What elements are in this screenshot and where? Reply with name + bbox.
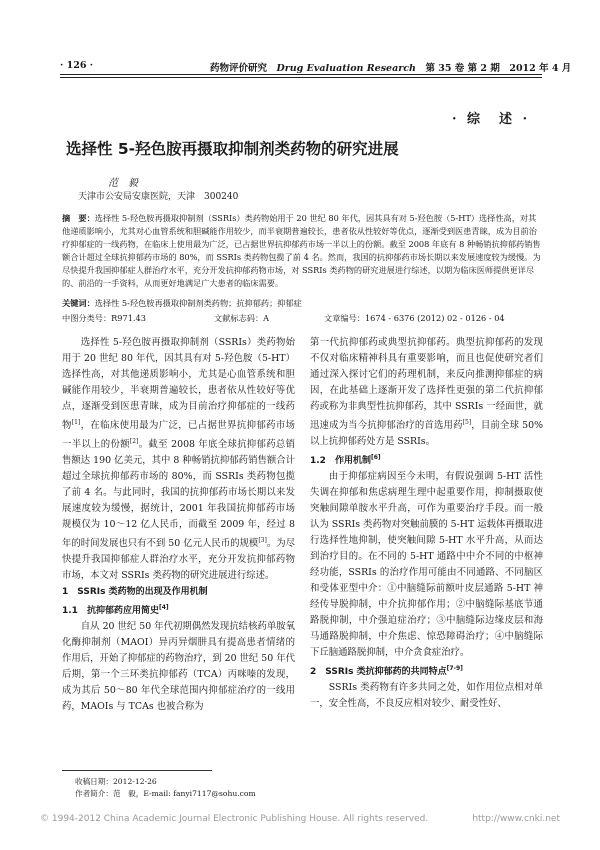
author-bio: 作者简介：范 毅，E-mail: fanyi7117@sohu.com [75, 789, 256, 798]
intro-text-d: 。为尽快提升我国抑郁症人群治疗水平，充分开发抗抑郁药物市场，本文对 SSRIs 类药物的研究进展进行综述。 [62, 538, 295, 582]
citation: [4] [158, 604, 169, 612]
heading-text: 1.1 抗抑郁药应用简史 [62, 606, 159, 617]
left-column [62, 335, 295, 715]
keywords [62, 297, 542, 310]
issue-info: 第 35 卷 第 2 期 2012 年 4 月 [425, 63, 572, 74]
paragraph-text-end: ，目前全球 50%以上抗抑郁药处方是 SSRIs。 [310, 420, 543, 448]
citation: [7-9] [446, 665, 463, 673]
paragraph-text: 第一代抗抑郁药或典型抗抑郁药。典型抗抑郁药的发现不仅对临床精神科具有重要影响，而且也促使研究者们通过深入探讨它们的药理机制，来反向推测抑郁症的病因，在此基础上逐渐开发了选择性更强的第二代抗抑郁药或称为非典型性抗抑郁药，其中 SSRIs 一经面世，就迅速成为当今抗抑郁治疗的首选用药 [310, 337, 543, 432]
features-paragraph: SSRIs 类药物有许多共同之处，如作用位点相对单一，安全性高，不良反应相对较少、耐受性好、 [310, 682, 543, 710]
abstract-label: 摘 要： [62, 213, 95, 223]
citation: [2] [129, 438, 139, 446]
intro-paragraph [62, 335, 295, 584]
section-tag: · 综 述 · [452, 112, 531, 127]
abstract-text: 选择性 5-羟色胺再摄取抑制剂（SSRIs）类药物始用于 20 世纪 80 年代，因其具有对 5-羟色胺（5-HT）选择性高，对其他递质影响小，尤其对心血管系统和胆碱能作用较少，而半衰期普遍较长，患者依从性较好等优点，逐渐受到医患青睐，成为目前治疗抑郁症的一线药物，在临床上使用最为广泛，已占据世界抗抑郁药市场一半以上的份额。截至 2008 年底有 8 种畅销抗抑郁药销售额合计超过全球抗抑郁药市场的 80%，而 SSRIs 类药物包揽了前 4 名。然而，我国的抗抑郁药市场长期以来发展速度较为缓慢。为尽快提升我国抑郁症人群治疗水平，充分开发抗抑郁药物市场，对 SSRIs 类药物的研究进展进行综述，以期为临床医师提供更详尽的、前沿的一手资料，从而更好地满足广大患者的临床需要。 [62, 213, 541, 288]
copyright-text: © 1994-2012 China Academic Journal Electronic Publishing House. All rights reserved. [40, 814, 429, 824]
journal-name-cn: 药物评价研究 [210, 63, 268, 74]
abstract [62, 212, 542, 290]
section-heading-2 [310, 661, 543, 680]
journal-title [210, 60, 571, 74]
heading-text: 2 SSRIs 类抗抑郁药的共同特点 [310, 667, 447, 678]
history-paragraph: 自从 20 世纪 50 年代初期偶然发现抗结核药单胺氧化酶抑制剂（MAOI）异丙异烟肼具有提高患者情绪的作用后，开始了抑郁症的药物治疗，到 20 世纪 50 年代后期，第一个三环类抗抑郁药（TCA）丙咪嗪的发现，成为其后 50～80 年代全球范围内抑郁症治疗的一线用药，MAOIs 与 TCAs 也被合称为 [62, 621, 295, 713]
author-affiliation: 天津市公安局安康医院，天津 300240 [78, 192, 239, 202]
classification-line [62, 313, 542, 326]
journal-name-en: Drug Evaluation Research [276, 63, 416, 74]
citation: [1] [71, 419, 81, 426]
section-heading-1-2 [310, 450, 543, 469]
header-rule-thin [60, 77, 542, 78]
citation: [6] [370, 454, 381, 462]
section-heading-1: 1 SSRIs 类药物的出现及作用机制 [62, 587, 208, 598]
author-name: 范 毅 [108, 178, 138, 189]
intro-text-c: 。截至 2008 年底全球抗抑郁药总销售额达 190 亿美元，其中 8 种畅销抗抑郁药销售额合计超过全球抗抑郁药市场的 80%，而 SSRIs 类药物包揽了前 4 名。与此同时，我国的抗抑郁药市场长期以来发展速度较为缓慢，据统计，2001 年我国抗抑郁药市场规模仅为 10～12 亿人民币，而截至 2009 年，经过 8 年的时间发展也只有不到 50 亿元人民币的规模 [62, 439, 295, 550]
keywords-text: 选择性 5-羟色胺再摄取抑制剂类药物；抗抑郁药；抑郁症 [94, 298, 302, 308]
footnote [75, 776, 256, 800]
continued-paragraph [310, 335, 543, 450]
copyright-footer [40, 814, 560, 828]
article-title: 选择性 5-羟色胺再摄取抑制剂类药物的研究进展 [66, 140, 399, 158]
citation: [5] [462, 419, 472, 426]
clc-number: 中图分类号：R971.43 [62, 313, 146, 323]
right-column [310, 335, 543, 712]
keywords-label: 关键词： [62, 298, 95, 308]
running-header [60, 58, 572, 76]
received-date: 收稿日期：2012-12-26 [75, 777, 157, 786]
intro-text-b: ，在临床使用最为广泛，已占据世界抗抑郁药市场一半以上的份额 [62, 420, 295, 451]
mechanism-paragraph: 由于抑郁症病因至今未明，有假说强调 5-HT 活性失调在抑郁和焦虑病理生理中起重要作用，抑制摄取使突触间隙单胺水平升高，可作为重要治疗手段。而一般认为 SSRIs 类药物对突触前膜的 5-HT 运载体再摄取进行选择性地抑制，使突触间隙 5-HT 水平升高，从而达到治疗目的。在不同的 5-HT 通路中中介不同的中枢神经功能，SSRIs 的治疗作用可能由不同通路、不同脑区和受体亚型中介：①中脑缝际前额叶皮层通路 5-HT 神经传导脱抑制，中介抗抑郁作用；②中脑缝际基底节通路脱抑制，中介强迫症治疗；③中脑缝际边缘皮层和海马通路脱抑制，中介焦虑、惊恐障碍治疗；④中脑缝际下丘脑通路脱抑制，中介贪食症治疗。 [310, 471, 543, 659]
header-rule [60, 74, 542, 75]
cnki-link[interactable]: http://www.cnki.net [472, 814, 560, 824]
footnote-rule [62, 770, 212, 771]
article-id: 文章编号：1674 - 6376 (2012) 02 - 0126 - 04 [324, 313, 505, 323]
page-number: · 126 · [60, 60, 94, 71]
intro-text-a: 选择性 5-羟色胺再摄取抑制剂（SSRIs）类药物始用于 20 世纪 80 年代，因其具有对 5-羟色胺（5-HT）选择性高，对其他递质影响小，尤其是心血管系统和胆碱能作用较少，半衰期普遍较长，患者依从性较好等优点，逐渐受到医患青睐，成为目前治疗抑郁症的一线药物 [62, 337, 295, 432]
document-code: 文献标志码：A [214, 313, 270, 323]
heading-text: 1.2 作用机制 [310, 456, 371, 467]
citation: [3] [258, 537, 267, 545]
section-heading-1-1 [62, 600, 295, 619]
